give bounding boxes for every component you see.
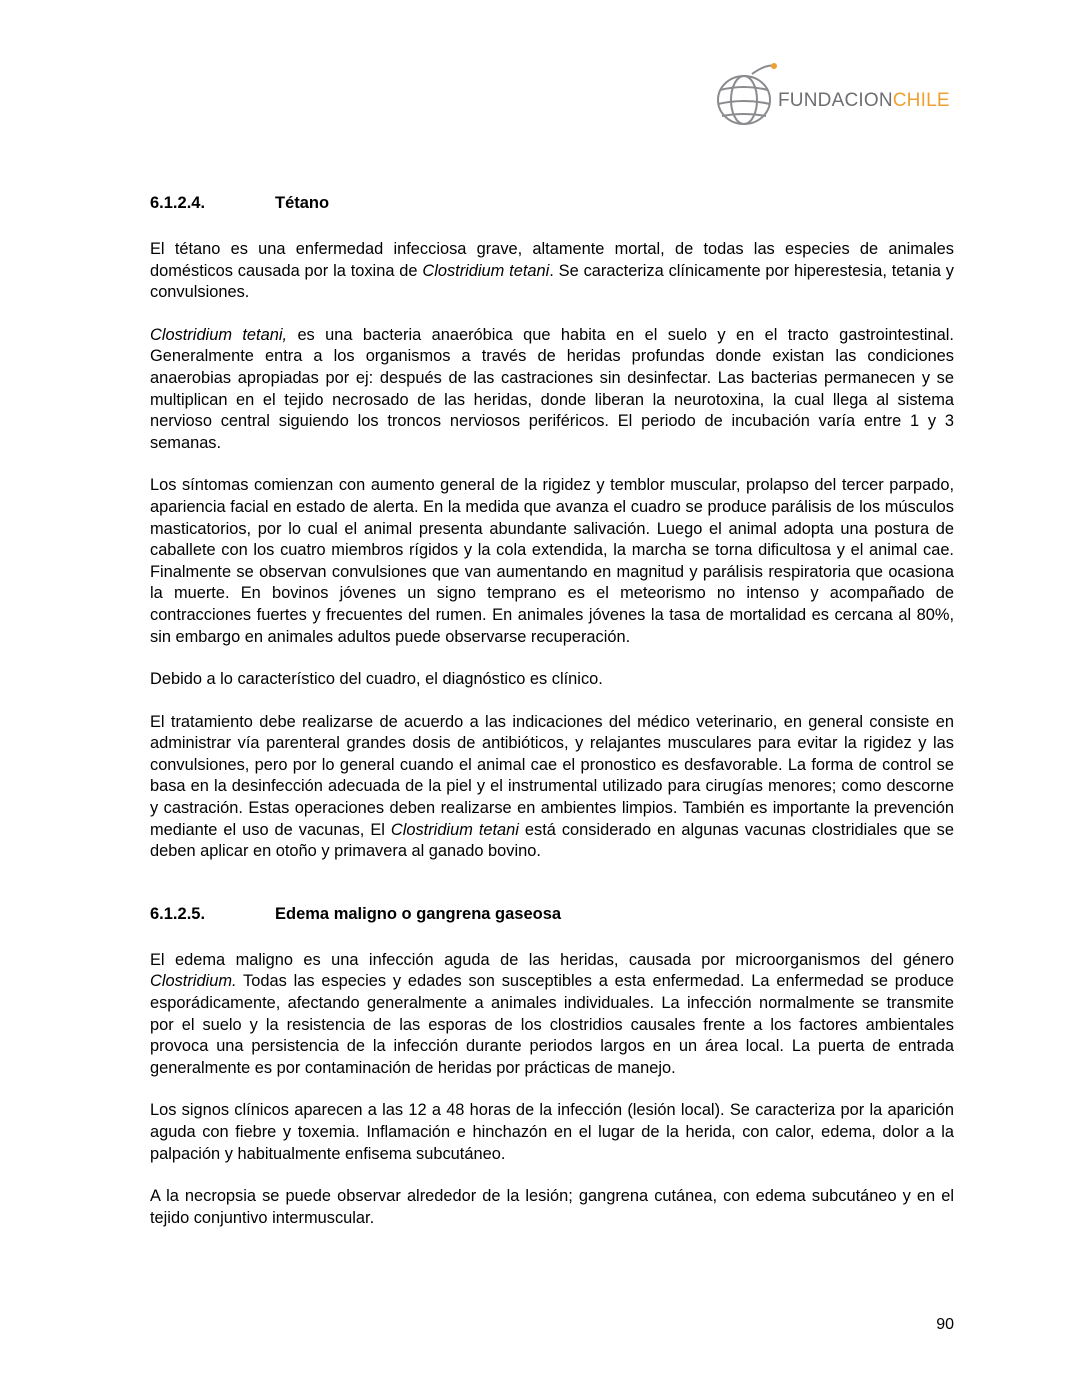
section-heading — [150, 192, 954, 214]
fundacion-chile-logo — [712, 58, 972, 134]
section-heading — [150, 903, 954, 925]
paragraph: Clostridium tetani, es una bacteria anaeróbica que habita en el suelo y en el tracto gastrointestinal. Generalmente entra a los organismos a través de heridas profundas donde existan las condiciones anaerobias apropiadas por ej: después de las castraciones sin desinfectar. Las bacterias permanecen y se multiplican en el tejido necrosado de las heridas, donde liberan la neurotoxina, la cual llega al sistema nervioso central siguiendo los troncos nerviosos periféricos. El periodo de incubación varía entre 1 y 3 semanas. — [150, 325, 954, 452]
paragraph: Los signos clínicos aparecen a las 12 a 48 horas de la infección (lesión local). Se caracteriza por la aparición aguda con fiebre y toxemia. Inflamación e hinchazón en el lugar de la herida, con calor, edema, dolor a la palpación y habitualmente enfisema subcutáneo. — [150, 1101, 954, 1163]
section-title: Tétano — [275, 194, 330, 212]
paragraph: El edema maligno es una infección aguda de las heridas, causada por microorganismos del género Clostridium. Todas las especies y edades son susceptibles a esta enfermedad. La enfermedad se produce esporádicamente, afectando generalmente a animales individuales. La infección normalmente se transmite por el suelo y la resistencia de las esporas de los clostridios causales frente a los factores ambientales provoca una persistencia de la infección durante periodos largos en un área local. La puerta de entrada generalmente es por contaminación de heridas por prácticas de manejo. — [150, 950, 954, 1077]
logo-wordmark: FUNDACIONCHILE — [778, 90, 950, 111]
section-number: 6.1.2.4. — [150, 194, 206, 212]
document-body — [150, 192, 954, 1229]
paragraph: Debido a lo característico del cuadro, el diagnóstico es clínico. — [150, 670, 603, 689]
paragraph: El tétano es una enfermedad infecciosa grave, altamente mortal, de todas las especies de animales domésticos causada por la toxina de Clostridium tetani. Se caracteriza clínicamente por hiperestesia, tetania y convulsiones. — [150, 240, 955, 302]
section-title: Edema maligno o gangrena gaseosa — [275, 904, 562, 923]
paragraph: El tratamiento debe realizarse de acuerdo a las indicaciones del médico veterinario, en general consiste en administrar vía parenteral grandes dosis de antibióticos, y relajantes musculares para evitar la rigidez y las convulsiones, pero por lo general cuando el animal cae el pronostico es desfavorable. La forma de control se basa en la desinfección adecuada de la piel y el instrumental utilizado para cirugías menores; como descorne y castración. Estas operaciones deben realizarse en ambientes limpios. También es importante la prevención mediante el uso de vacunas, El Clostridium tetani está considerado en algunas vacunas clostridiales que se deben aplicar en otoño y primavera al ganado bovino. — [150, 712, 954, 861]
paragraph: Los síntomas comienzan con aumento general de la rigidez y temblor muscular, prolapso del tercer parpado, apariencia facial en estado de alerta. En la medida que avanza el cuadro se produce parálisis de los músculos masticatorios, por lo cual el animal presenta abundante salivación. Luego el animal adopta una postura de caballete con los cuatro miembros rígidos y la cola extendida, la marcha se torna dificultosa y el animal cae. Finalmente se observan convulsiones que van aumentando en magnitud y parálisis respiratoria que ocasiona la muerte. En bovinos jóvenes un signo temprano es el meteorismo no intenso y acompañado de contracciones fuertes y frecuentes del rumen. En animales jóvenes la tasa de mortalidad es cercana al 80%, sin embargo en animales adultos puede observarse recuperación. — [150, 476, 954, 646]
page-number: 90 — [936, 1316, 954, 1333]
paragraph: A la necropsia se puede observar alrededor de la lesión; gangrena cutánea, con edema subcutáneo y en el tejido conjuntivo intermuscular. — [150, 1187, 954, 1227]
section-number: 6.1.2.5. — [150, 904, 206, 923]
globe-icon — [712, 58, 782, 134]
